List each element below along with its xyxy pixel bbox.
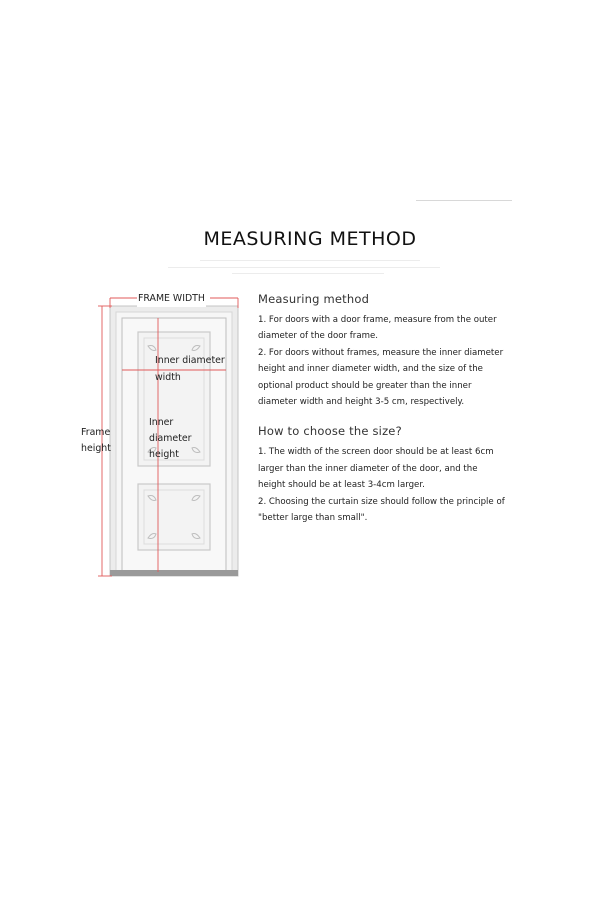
choose-line: 1. The width of the screen door should be at least 6cm bbox=[258, 447, 494, 458]
frame-height-label-1: Frame bbox=[81, 427, 111, 438]
choose-line: 2. Choosing the curtain size should follow the principle of bbox=[258, 496, 505, 507]
faint-caption-line bbox=[200, 260, 420, 261]
faint-caption-line bbox=[232, 273, 384, 274]
choose-line: larger than the inner diameter of the door, and the bbox=[258, 463, 478, 474]
door-threshold bbox=[110, 570, 238, 576]
measuring-line: height and inner diameter width, and the size of the bbox=[258, 364, 483, 375]
measuring-line: diameter width and height 3-5 cm, respectively. bbox=[258, 397, 465, 408]
choose-line: "better large than small". bbox=[258, 513, 368, 524]
inner-height-label-3: height bbox=[149, 449, 179, 460]
inner-height-label-1: Inner bbox=[149, 417, 174, 428]
measuring-line: optional product should be greater than the inner bbox=[258, 380, 472, 391]
choose-size-heading: How to choose the size? bbox=[258, 424, 402, 439]
measuring-line: 2. For doors without frames, measure the inner diameter bbox=[258, 347, 504, 358]
frame-height-label-2: height bbox=[81, 443, 111, 454]
inner-height-label-2: diameter bbox=[149, 433, 192, 444]
decorative-rule bbox=[416, 200, 512, 201]
choose-line: height should be at least 3-4cm larger. bbox=[258, 480, 425, 491]
inner-width-label-2: width bbox=[155, 372, 181, 383]
measuring-line: diameter of the door frame. bbox=[258, 331, 378, 342]
instructions-column bbox=[258, 292, 533, 526]
inner-width-label-1: Inner diameter bbox=[155, 355, 225, 366]
measuring-line: 1. For doors with a door frame, measure from the outer bbox=[258, 315, 497, 325]
measuring-method-heading: Measuring method bbox=[258, 292, 370, 306]
page-title: MEASURING METHOD bbox=[203, 228, 417, 250]
lower-panel bbox=[138, 484, 210, 550]
faint-caption-line bbox=[168, 267, 440, 268]
frame-width-label: FRAME WIDTH bbox=[137, 291, 206, 307]
